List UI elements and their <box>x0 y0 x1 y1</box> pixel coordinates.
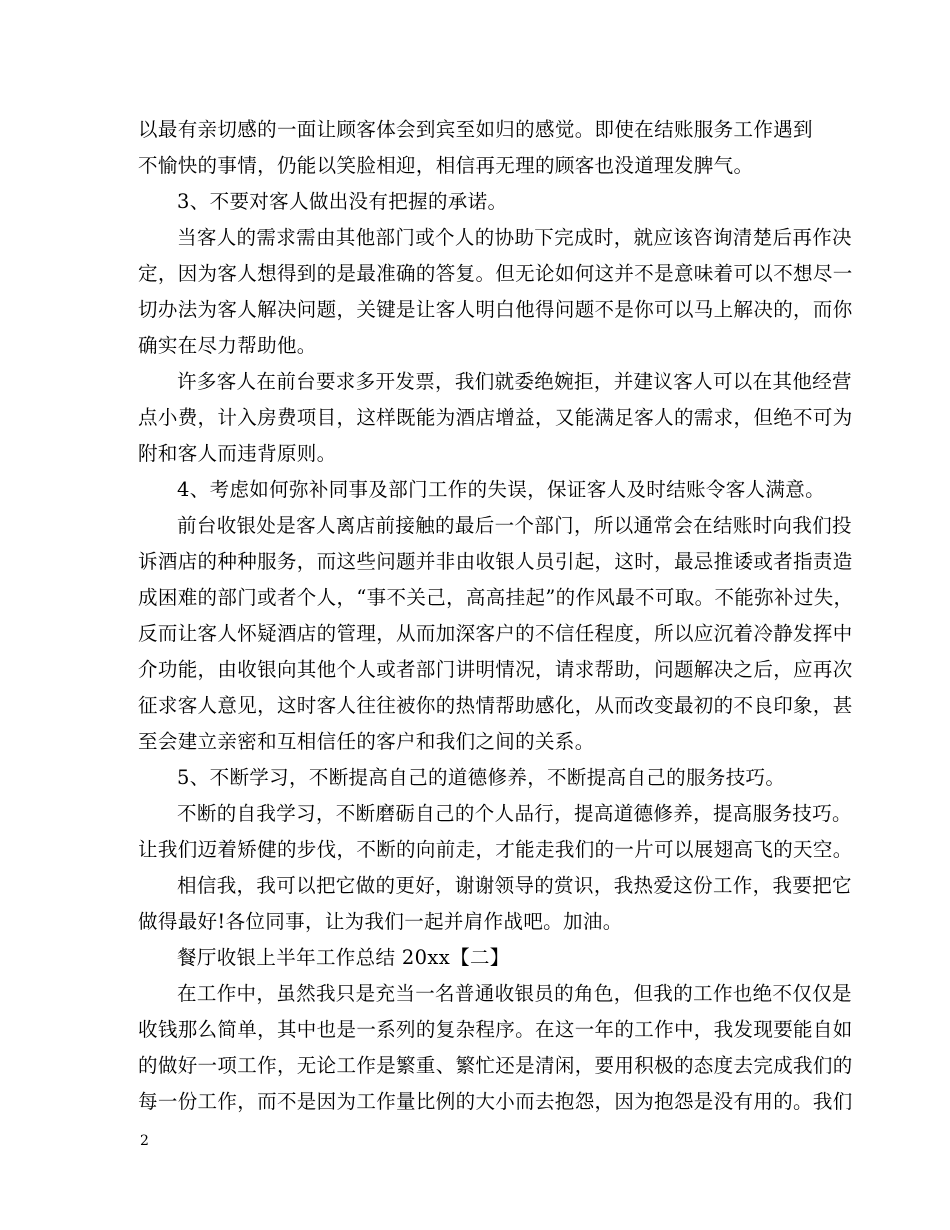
paragraph-line: 附和客人而违背原则。 <box>138 442 337 465</box>
paragraph-line: 相信我，我可以把它做的更好，谢谢领导的赏识，我热爱这份工作，我要把它 <box>177 874 852 897</box>
paragraph-line: 收钱那么简单，其中也是一系列的复杂程序。在这一年的工作中，我发现要能自如 <box>138 1018 853 1041</box>
paragraph-line: 做得最好!各位同事，让为我们一起并肩作战吧。加油。 <box>138 910 623 933</box>
paragraph-line: 以最有亲切感的一面让顾客体会到宾至如归的感觉。即使在结账服务工作遇到 <box>138 118 813 141</box>
section-heading-4: 4、考虑如何弥补同事及部门工作的失误，保证客人及时结账令客人满意。 <box>177 478 825 501</box>
paragraph-line: 不断的自我学习，不断磨砺自己的个人品行，提高道德修养，提高服务技巧。 <box>177 802 852 825</box>
paragraph-line: 的做好一项工作，无论工作是繁重、繁忙还是清闲，要用积极的态度去完成我们的 <box>138 1054 853 1077</box>
paragraph-line: 定，因为客人想得到的是最准确的答复。但无论如何这并不是意味着可以不想尽一 <box>138 262 853 285</box>
paragraph-line: 成困难的部门或者个人，“事不关己，高高挂起”的作风最不可取。不能弥补过失， <box>138 586 854 609</box>
paragraph-line: 介功能，由收银向其他个人或者部门讲明情况，请求帮助，问题解决之后，应再次 <box>138 658 853 681</box>
paragraph-line: 征求客人意见，这时客人往往被你的热情帮助感化，从而改变最初的不良印象，甚 <box>138 694 853 717</box>
paragraph-line: 当客人的需求需由其他部门或个人的协助下完成时，就应该咨询清楚后再作决 <box>177 226 852 249</box>
paragraph-line: 诉酒店的种种服务，而这些问题并非由收银人员引起，这时，最忌推诿或者指责造 <box>138 550 853 573</box>
section-heading-5: 5、不断学习，不断提高自己的道德修养，不断提高自己的服务技巧。 <box>177 766 786 789</box>
paragraph-line: 点小费，计入房费项目，这样既能为酒店增益，又能满足客人的需求，但绝不可为 <box>138 406 853 429</box>
paragraph-line: 前台收银处是客人离店前接触的最后一个部门，所以通常会在结账时向我们投 <box>177 514 852 537</box>
section-title: 餐厅收银上半年工作总结 20xx【二】 <box>177 946 510 969</box>
paragraph-line: 反而让客人怀疑酒店的管理，从而加深客户的不信任程度，所以应沉着冷静发挥中 <box>138 622 853 645</box>
paragraph-line: 不愉快的事情，仍能以笑脸相迎，相信再无理的顾客也没道理发脾气。 <box>138 154 754 177</box>
paragraph-line: 切办法为客人解决问题，关键是让客人明白他得问题不是你可以马上解决的，而你 <box>138 298 853 321</box>
paragraph-line: 许多客人在前台要求多开发票，我们就委绝婉拒，并建议客人可以在其他经营 <box>177 370 852 393</box>
paragraph-line: 至会建立亲密和互相信任的客户和我们之间的关系。 <box>138 730 595 753</box>
page-number: 2 <box>140 1133 149 1149</box>
paragraph-line: 每一份工作，而不是因为工作量比例的大小而去抱怨，因为抱怨是没有用的。我们 <box>138 1090 853 1113</box>
paragraph-line: 在工作中，虽然我只是充当一名普通收银员的角色，但我的工作也绝不仅仅是 <box>177 982 852 1005</box>
paragraph-line: 让我们迈着矫健的步伐，不断的向前走，才能走我们的一片可以展翅高飞的天空。 <box>138 838 853 861</box>
paragraph-line: 确实在尽力帮助他。 <box>138 334 317 357</box>
section-heading-3: 3、不要对客人做出没有把握的承诺。 <box>177 190 508 213</box>
